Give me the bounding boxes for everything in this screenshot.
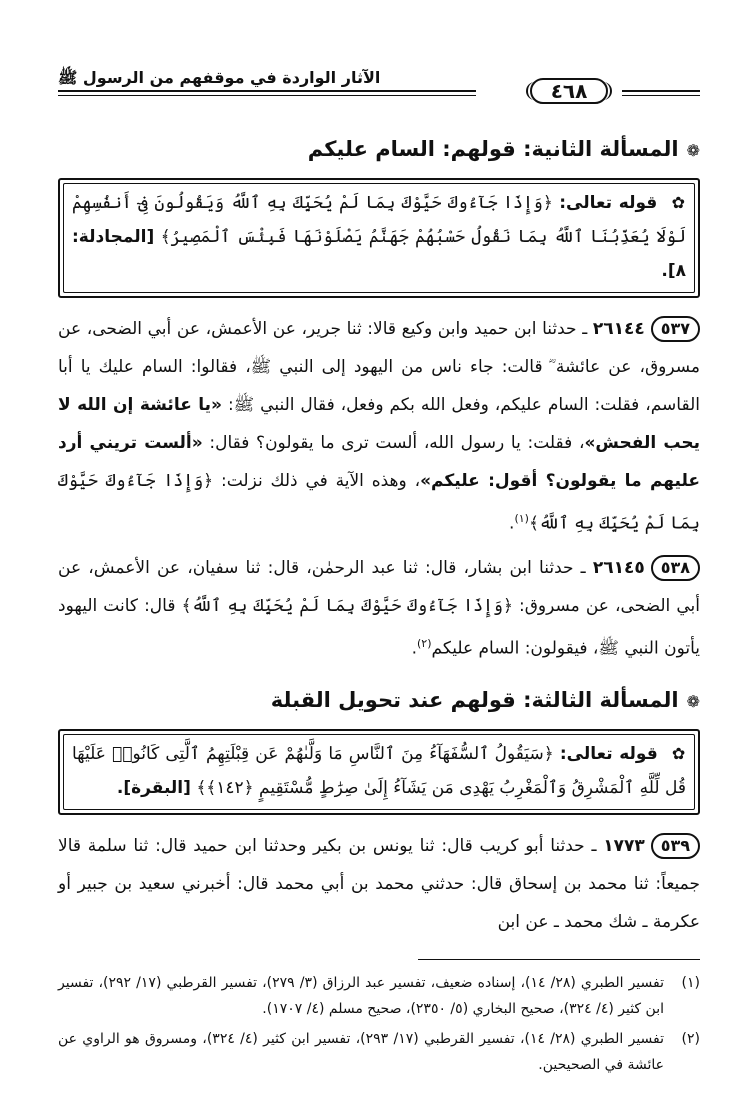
footnote-text: تفسير الطبري (٢٨/ ١٤)، تفسير القرطبي (١٧/ ٢٩٣)، تفسير ابن كثير (٤/ ٣٢٤)، ومسروق هو الراوي عن عائشة في الصحيحين. bbox=[58, 1031, 665, 1074]
flower-icon: ✿ bbox=[671, 744, 687, 764]
footnote-ref[interactable]: (٢) bbox=[417, 636, 432, 650]
quran-quote: ﴿وَإِذَا جَآءُوكَ حَيَّوْكَ بِمَا لَمْ يُحَيِّكَ بِهِ ٱللَّهُ﴾ bbox=[181, 595, 513, 616]
hadith-text: . bbox=[509, 513, 515, 534]
footnote-number: (٢) bbox=[681, 1031, 700, 1048]
verse-reference: [المجادلة: ٨]. bbox=[72, 227, 686, 281]
footnote-separator bbox=[418, 959, 700, 960]
hadith-quote-bold: «ألست تريني أرد عليهم ما يقولون؟ أقول: عليكم» bbox=[58, 433, 700, 491]
verse-text: ﴿سَيَقُولُ ٱلسُّفَهَآءُ مِنَ ٱلنَّاسِ مَا وَلَّىٰهُمْ عَن قِبْلَتِهِمُ ٱلَّتِى كَانُوا۟ عَلَيْهَا قُل لِّلَّهِ ٱلْمَشْرِقُ وَٱلْمَغْرِبُ يَهْدِى مَن يَشَآءُ إِلَىٰ صِرَٰطٍ مُّسْتَقِيمٍ ﴿١٤٢﴾﴾ bbox=[72, 744, 686, 799]
hadith-text: ، وهذه الآية في ذلك نزلت: bbox=[213, 471, 421, 491]
flower-icon: ❁ bbox=[686, 692, 700, 712]
flower-icon: ❁ bbox=[686, 141, 700, 160]
header-rule-left bbox=[58, 90, 476, 92]
hadith-text: قال: كانت اليهود يأتون النبي ﷺ، فيقولون: السام عليكم bbox=[58, 595, 700, 659]
hadith-quote-bold: «يا عائشة إن الله لا يحب الفحش» bbox=[58, 395, 700, 453]
page-header bbox=[58, 68, 700, 116]
page-number: ٤٦٨ bbox=[526, 78, 612, 104]
footnote-number: (١) bbox=[681, 975, 700, 992]
hadith-number: ٢٦١٤٤ bbox=[592, 319, 645, 339]
hadith-badge: ٥٣٨ bbox=[651, 555, 700, 581]
section-heading-3 bbox=[58, 685, 700, 717]
section-heading-2 bbox=[58, 134, 700, 166]
footnote-text: تفسير الطبري (٢٨/ ١٤)، إسناده ضعيف، تفسير عبد الرزاق (٣/ ٢٧٩)، تفسير القرطبي (١٧/ ٢٩٢)، تفسير ابن كثير (٤/ ٣٢٤)، صحيح البخاري (٥/ ٢٣٥٠)، صحيح مسلم (٤/ ١٧٠٧). bbox=[58, 975, 664, 1018]
verse-label: قوله تعالى: bbox=[559, 193, 658, 213]
hadith-text: ، فقلت: يا رسول الله، ألست ترى ما يقولون؟ فقال: bbox=[202, 433, 585, 453]
hadith-number: ١٧٧٣ bbox=[603, 836, 645, 857]
section-heading-text: المسألة الثانية: قولهم: السام عليكم bbox=[307, 137, 679, 161]
hadith-538 bbox=[58, 549, 700, 668]
hadith-badge: ٥٣٧ bbox=[651, 316, 700, 342]
running-title: الآثار الواردة في موقفهم من الرسول ﷺ bbox=[58, 68, 381, 87]
hadith-537 bbox=[58, 310, 700, 543]
flower-icon: ✿ bbox=[671, 193, 686, 212]
section-heading-text: المسألة الثالثة: قولهم عند تحويل القبلة bbox=[270, 688, 679, 713]
hadith-text: . bbox=[411, 638, 417, 659]
quran-quote: ﴿وَإِذَا جَآءُوكَ حَيَّوْكَ بِمَا لَمْ يُحَيِّكَ بِهِ ٱللَّهُ﴾ bbox=[58, 471, 700, 534]
hadith-badge: ٥٣٩ bbox=[651, 833, 700, 859]
hadith-text: ـ حدثنا أبو كريب قال: ثنا يونس بن بكير وحدثنا ابن حميد قال: ثنا سلمة قالا جميعاً: ثنا محمد بن إسحاق قال: حدثني محمد بن أبي محمد قال: أخبرني سعيد بن جبير أو عكرمة ـ شك محمد ـ عن ابن bbox=[58, 836, 700, 933]
book-page bbox=[58, 68, 700, 1082]
hadith-539 bbox=[58, 827, 700, 941]
verse-box-mujadala bbox=[58, 178, 700, 298]
hadith-text: ـ حدثنا ابن بشار، قال: ثنا عبد الرحمٰن، قال: ثنا سفيان، عن الأعمش، عن أبي الضحى، عن مسروق: bbox=[58, 557, 700, 616]
header-rule-right bbox=[622, 90, 700, 92]
footnotes bbox=[58, 970, 700, 1078]
footnote-item bbox=[58, 970, 700, 1022]
verse-reference: [البقرة]. bbox=[116, 778, 191, 799]
verse-box-baqara bbox=[58, 729, 700, 815]
footnote-item bbox=[58, 1026, 700, 1078]
verse-text: ﴿وَإِذَا جَآءُوكَ حَيَّوْكَ بِمَا لَمْ يُحَيِّكَ بِهِ ٱللَّهُ وَيَقُولُونَ فِىٓ أَنفُسِهِمْ لَوْلَا يُعَذِّبُنَا ٱللَّهُ بِمَا نَقُولُ حَسْبُهُمْ جَهَنَّمُ يَصْلَوْنَهَا فَبِئْسَ ٱلْمَصِيرُ﴾ bbox=[72, 193, 686, 247]
verse-label: قوله تعالى: bbox=[559, 744, 658, 765]
hadith-number: ٢٦١٤٥ bbox=[592, 557, 645, 578]
hadith-text: ـ حدثنا ابن حميد وابن وكيع قالا: ثنا جرير، عن الأعمش، عن أبي الضحى، عن مسروق، عن عائشة ؓ قالت: جاء ناس من اليهود إلى النبي ﷺ، فقالوا: السام عليك يا أبا القاسم، فقلت: السام عليكم، وفعل الله بكم وفعل، فقال النبي ﷺ: bbox=[58, 319, 700, 415]
footnote-ref[interactable]: (١) bbox=[514, 512, 529, 525]
